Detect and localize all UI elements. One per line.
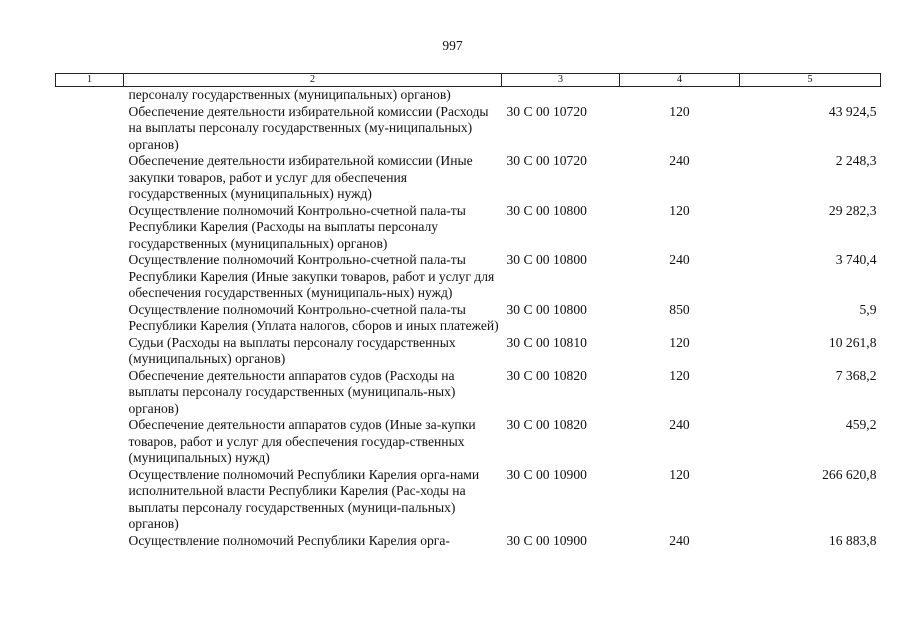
- amount-cell: [740, 87, 881, 104]
- description-cell: Обеспечение деятельности аппаратов судов (Иные за-купки товаров, работ и услуг для обеспечения государ-ственных (муниципальных) нужд): [128, 417, 476, 465]
- table-row: [56, 153, 881, 203]
- continuation-row: [56, 87, 881, 104]
- code-cell: 30 С 00 10720: [506, 153, 587, 168]
- table-row: [56, 533, 881, 550]
- table-row: [56, 335, 881, 368]
- description-cell: Судьи (Расходы на выплаты персоналу государственных (муниципальных) органов): [128, 334, 456, 366]
- code-cell: 30 С 00 10820: [506, 417, 587, 432]
- expense-type-cell: 120: [669, 466, 690, 482]
- description-cell: Обеспечение деятельности избирательной комиссии (Иные закупки товаров, работ и услуг для обеспечения государственных (муниципальных) нужд): [128, 153, 473, 201]
- continuation-text: персоналу государственных (муниципальных) органов): [128, 87, 451, 102]
- table-row: [56, 252, 881, 302]
- description-cell: Осуществление полномочий Республики Карелия орга-: [128, 532, 450, 548]
- table-body: [56, 87, 881, 550]
- description-cell: Осуществление полномочий Контрольно-счетной пала-ты Республики Карелия (Иные закупки товаров, работ и услуг для обеспечения государственных (муниципаль-ных) нужд): [128, 252, 495, 300]
- expense-type-cell: 240: [669, 417, 690, 432]
- expense-type-cell: 120: [669, 103, 690, 119]
- index-cell: [56, 417, 124, 467]
- table-row: [56, 302, 881, 335]
- type-cell: [620, 87, 740, 104]
- table-row: [56, 104, 881, 154]
- amount-cell: 266 620,8: [822, 466, 877, 482]
- expense-type-cell: 120: [669, 202, 690, 218]
- index-cell: [56, 203, 124, 253]
- code-cell: 30 С 00 10800: [506, 301, 587, 317]
- index-cell: [56, 252, 124, 302]
- expense-type-cell: 240: [669, 252, 690, 267]
- code-cell: 30 С 00 10800: [506, 252, 587, 267]
- description-cell: Осуществление полномочий Контрольно-счетной пала-ты Республики Карелия (Уплата налогов, сборов и иных платежей): [128, 301, 499, 333]
- index-cell: [56, 302, 124, 335]
- table-row: [56, 467, 881, 533]
- index-cell: [56, 153, 124, 203]
- page-number: 997: [442, 38, 463, 53]
- amount-cell: 43 924,5: [828, 103, 877, 119]
- index-cell: [56, 467, 124, 533]
- amount-cell: 7 368,2: [835, 367, 877, 383]
- table-row: [56, 203, 881, 253]
- code-cell: 30 С 00 10800: [506, 202, 587, 218]
- amount-cell: 2 248,3: [835, 153, 877, 168]
- amount-cell: 5,9: [859, 301, 877, 317]
- amount-cell: 16 883,8: [828, 532, 877, 548]
- code-cell: 30 С 00 10820: [506, 367, 587, 383]
- budget-table: [55, 73, 881, 549]
- index-cell: [56, 87, 124, 104]
- description-cell: Обеспечение деятельности избирательной комиссии (Расходы на выплаты персоналу государственных (му-ниципальных) органов): [128, 103, 489, 152]
- amount-cell: 3 740,4: [835, 252, 877, 267]
- expense-type-cell: 120: [669, 334, 690, 350]
- index-cell: [56, 335, 124, 368]
- column-header-2: 2: [124, 74, 502, 87]
- header-row: [56, 74, 881, 87]
- table-header: [56, 74, 881, 87]
- index-cell: [56, 533, 124, 550]
- column-header-5: 5: [740, 74, 881, 87]
- expense-type-cell: 850: [669, 301, 690, 317]
- code-cell: [502, 87, 620, 104]
- index-cell: [56, 368, 124, 418]
- expense-type-cell: 240: [669, 532, 690, 548]
- column-header-3: 3: [502, 74, 620, 87]
- code-cell: 30 С 00 10720: [506, 103, 587, 119]
- description-cell: Осуществление полномочий Республики Карелия орга-нами исполнительной власти Республики Карелия (Рас-ходы на выплаты персоналу государственных (муници-пальных) органов): [128, 466, 480, 531]
- amount-cell: 29 282,3: [828, 202, 877, 218]
- index-cell: [56, 104, 124, 154]
- column-header-1: 1: [56, 74, 124, 87]
- code-cell: 30 С 00 10900: [506, 466, 587, 482]
- amount-cell: 10 261,8: [828, 334, 877, 350]
- description-cell: Обеспечение деятельности аппаратов судов (Расходы на выплаты персоналу государственных (муниципаль-ных) органов): [128, 367, 456, 416]
- expense-type-cell: 240: [669, 153, 690, 168]
- table-row: [56, 417, 881, 467]
- column-header-4: 4: [620, 74, 740, 87]
- description-cell: Осуществление полномочий Контрольно-счетной пала-ты Республики Карелия (Расходы на выплаты персоналу государственных (муниципальных) органов): [128, 202, 466, 251]
- code-cell: 30 С 00 10810: [506, 334, 587, 350]
- table-row: [56, 368, 881, 418]
- expense-type-cell: 120: [669, 367, 690, 383]
- code-cell: 30 С 00 10900: [506, 532, 587, 548]
- amount-cell: 459,2: [845, 417, 877, 432]
